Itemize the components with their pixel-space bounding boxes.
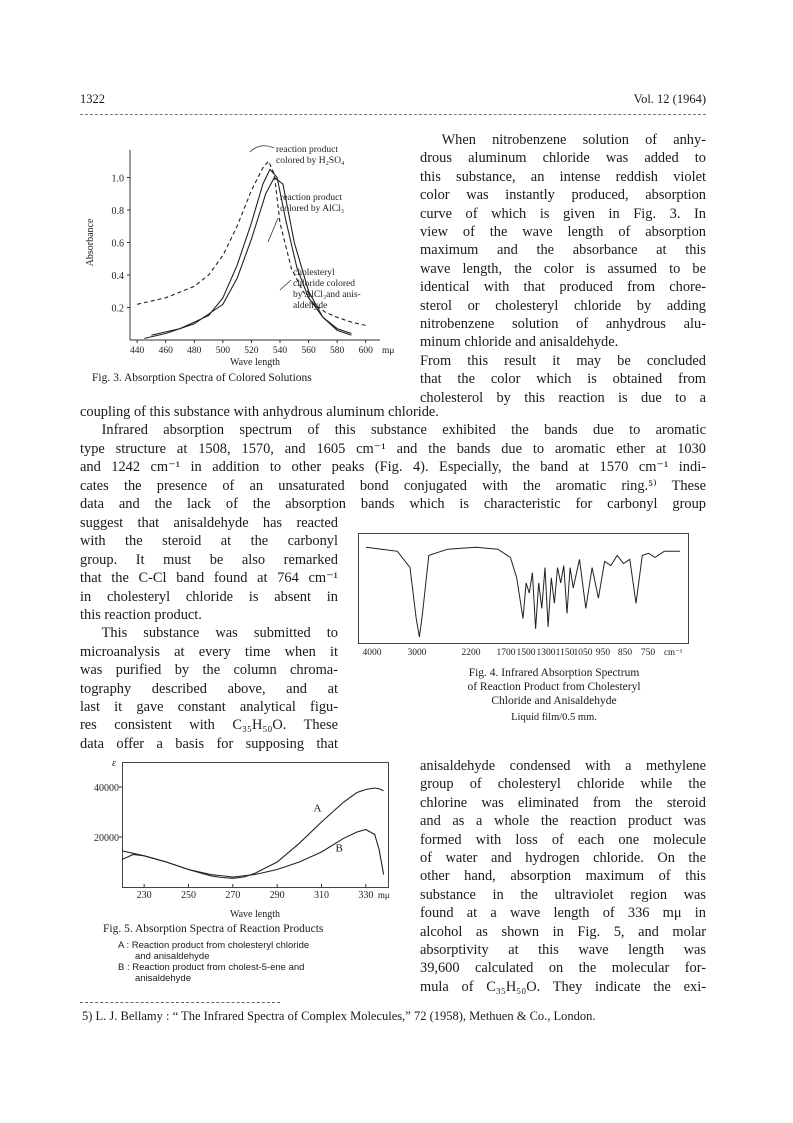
text-line: When nitrobenzene solution of anhy- <box>441 132 706 148</box>
x-tick-label: 600 <box>358 346 373 356</box>
text-line: 39,600 calculated on the molecular for- <box>420 960 706 977</box>
x-tick-label: 750 <box>640 648 656 658</box>
text-line: cholesterol by this reaction is due to a <box>420 389 706 406</box>
fig4-caption-line2: of Reaction Product from Cholesteryl <box>467 681 641 693</box>
text-line: Infrared absorption spectrum of this substance exhibited the bands due to aromatic <box>101 422 706 439</box>
y-tick-label: 0.2 <box>111 303 124 315</box>
annotation-leader <box>280 280 291 290</box>
text-line: microanalysis at every time when it <box>80 643 338 660</box>
annotation-text: reaction product <box>276 145 338 155</box>
text-line: anisaldehyde condensed with a methylene <box>420 758 706 774</box>
fig3-caption: Fig. 3. Absorption Spectra of Colored Solutions <box>92 372 312 384</box>
text-line: absorptivity at this wave length was <box>420 942 706 959</box>
plot-frame <box>123 763 389 888</box>
x-tick-label: 520 <box>244 346 259 356</box>
annotation-text: colored by H₂SO₄ <box>276 156 345 166</box>
text-line: wave length, the color is assumed to be <box>420 260 706 277</box>
page-number: 1322 <box>80 92 105 106</box>
fig4-chart <box>358 528 706 658</box>
text-line: This substance was submitted to <box>101 625 338 642</box>
series-line-1 <box>137 161 366 325</box>
fig5-legend <box>118 940 388 984</box>
y-tick-label: 20000 <box>94 833 119 844</box>
text-line: res consistent with C₃₅H₅₀O. These <box>80 717 338 734</box>
annotation-leader <box>250 146 274 152</box>
x-tick-label: 3000 <box>407 648 427 658</box>
fig5-legend-b: B : Reaction product from cholest-5-ene and <box>118 962 305 973</box>
text-line: view of the wave length of absorption <box>420 224 706 241</box>
text-line: nitrobenzene solution of anhydrous alu- <box>420 316 706 333</box>
series-line-A <box>122 788 384 878</box>
annotation-text: cholesteryl <box>293 268 335 278</box>
fig4-note: Liquid film/0.5 mm. <box>511 712 597 723</box>
left-column-mid <box>80 514 338 753</box>
text-line: coupling of this substance with anhydrous aluminum chloride. <box>80 404 439 420</box>
x-tick-label: 500 <box>215 346 230 356</box>
x-tick-label: 1050 <box>573 648 593 658</box>
text-line: minum chloride and anisaldehyde. <box>420 334 619 351</box>
fig5-legend-a: A : Reaction product from cholesteryl chloride <box>118 940 310 951</box>
plot-frame <box>359 534 689 644</box>
x-tick-label: 440 <box>130 346 145 356</box>
annotation-leader <box>268 218 278 242</box>
y-tick-label: 0.6 <box>111 238 124 250</box>
x-tick-label: 480 <box>187 346 202 356</box>
x-tick-label: 4000 <box>362 648 382 658</box>
text-line: identical with that produced from chore- <box>420 279 706 296</box>
x-tick-label: 560 <box>301 346 316 356</box>
fig4-caption-line1: Fig. 4. Infrared Absorption Spectrum <box>468 667 640 679</box>
annotation-text: by AlCl₃and anis- <box>293 290 361 300</box>
x-unit: mμ <box>377 890 390 900</box>
fig5-caption: Fig. 5. Absorption Spectra of Reaction Products <box>103 923 324 935</box>
x-tick-label: 330 <box>358 890 374 901</box>
x-axis-label: Wave length <box>229 357 281 368</box>
x-unit: mμ <box>382 346 395 356</box>
fig5-chart <box>80 750 390 922</box>
journal-volume: Vol. 12 (1964) <box>633 92 706 106</box>
text-line: was purified by the column chroma- <box>80 662 338 679</box>
x-tick-label: 950 <box>595 648 611 658</box>
annotation-text: reaction product <box>280 193 342 203</box>
text-line: last it gave constant analytical figu- <box>80 699 338 716</box>
x-tick-label: 310 <box>314 890 329 901</box>
text-line: suggest that anisaldehyde has reacted <box>80 515 338 531</box>
annotation-text: colored by AlCl₃ <box>280 204 344 214</box>
footnote-rule <box>80 1002 280 1003</box>
y-tick-label: 40000 <box>94 783 119 794</box>
text-line: chlorine was eliminated from the steroid <box>420 794 706 811</box>
text-line: drous aluminum chloride was added to <box>420 150 706 167</box>
x-tick-label: 270 <box>225 890 241 901</box>
header-rule <box>80 114 706 115</box>
y-tick-label: 1.0 <box>111 173 124 185</box>
text-line: group. It must be also remarked <box>80 551 338 568</box>
text-line: From this result it may be concluded <box>420 352 706 369</box>
fig4-caption-line3: Chloride and Anisaldehyde <box>491 695 617 707</box>
text-line: maximum and the absorbance at this <box>420 242 706 259</box>
x-tick-label: 1150 <box>555 648 575 658</box>
x-tick-label: 580 <box>330 346 345 356</box>
series-label: B <box>335 842 343 855</box>
text-line: that the color which is obtained from <box>420 371 706 388</box>
text-line: color was instantly produced, absorption <box>420 187 706 204</box>
x-tick-label: 290 <box>269 890 285 901</box>
x-tick-label: 1300 <box>536 648 556 658</box>
x-axis-label: Wave length <box>229 909 281 920</box>
text-line: alcohol as shown in Fig. 5, and molar <box>420 923 706 940</box>
text-line: data offer a basis for supposing that <box>80 735 338 752</box>
fig5-legend-b-cont: anisaldehyde <box>135 973 191 984</box>
text-line: group of cholesteryl chloride while the <box>420 776 706 793</box>
x-tick-label: 1700 <box>496 648 516 658</box>
text-line: this reaction product. <box>80 607 202 624</box>
text-line: and 1242 cm⁻¹ in addition to other peaks (Fig. 4). Especially, the band at 1570 cm⁻¹ indi- <box>80 459 706 476</box>
right-column-top <box>420 131 706 407</box>
y-axis-label: Absorbance <box>85 218 96 267</box>
x-tick-label: 250 <box>181 890 196 901</box>
x-tick-label: 1500 <box>516 648 536 658</box>
text-line: in cholesteryl chloride is absent in <box>80 588 338 605</box>
text-line: data and the lack of the absorption bands which is characteristic for carbonyl group <box>80 496 706 513</box>
text-line: other hand, absorption maximum of this <box>420 868 706 885</box>
x-unit: cm⁻¹ <box>664 647 683 657</box>
text-line: cates the presence of an unsaturated bond conjugated with the aromatic ring.⁵⁾ These <box>80 477 706 494</box>
fig3-chart <box>80 130 395 368</box>
full-width-paragraph <box>80 403 706 513</box>
annotation-text: chloride colored <box>293 279 355 289</box>
text-line: sterol or cholesteryl chloride by adding <box>420 297 706 314</box>
text-line: curve of which is given in Fig. 3. In <box>420 205 706 222</box>
y-axis-label: ε <box>112 758 116 769</box>
text-line: tography described above, and at <box>80 680 338 697</box>
x-tick-label: 850 <box>617 648 633 658</box>
text-line: substance in the ultraviolet region was <box>420 886 706 903</box>
x-tick-label: 2200 <box>461 648 481 658</box>
x-tick-label: 230 <box>136 890 152 901</box>
text-line: found at a wave length of 336 mμ in <box>420 905 706 922</box>
fig5-legend-a-cont: and anisaldehyde <box>135 951 210 962</box>
right-column-bottom <box>420 757 706 996</box>
x-tick-label: 540 <box>272 346 288 356</box>
text-line: with the steroid at the carbonyl <box>80 533 338 550</box>
text-line: that the C-Cl band found at 764 cm⁻¹ <box>80 570 338 587</box>
text-line: this substance, an intense reddish violet <box>420 168 706 185</box>
ir-spectrum-line <box>366 547 680 637</box>
text-line: of water and hydrogen chloride. On the <box>420 850 706 867</box>
series-label: A <box>313 802 322 815</box>
series-line-B <box>122 830 384 878</box>
x-tick-label: 460 <box>158 346 173 356</box>
text-line: formed with loss of each one molecule <box>420 831 706 848</box>
y-tick-label: 0.8 <box>111 206 124 217</box>
fig4-caption <box>404 666 704 725</box>
text-line: type structure at 1508, 1570, and 1605 cm⁻¹ and the bands due to aromatic ether at 1030 <box>80 440 706 457</box>
text-line: mula of C₃₅H₅₀O. They indicate the exi- <box>420 978 706 995</box>
footnote: 5) L. J. Bellamy : “ The Infrared Spectra of Complex Molecules,” 72 (1958), Methuen & Co., London. <box>82 1009 596 1023</box>
text-line: and as a whole the reaction product was <box>420 813 706 830</box>
y-tick-label: 0.4 <box>111 271 124 282</box>
annotation-text: aldehyde <box>293 301 328 311</box>
